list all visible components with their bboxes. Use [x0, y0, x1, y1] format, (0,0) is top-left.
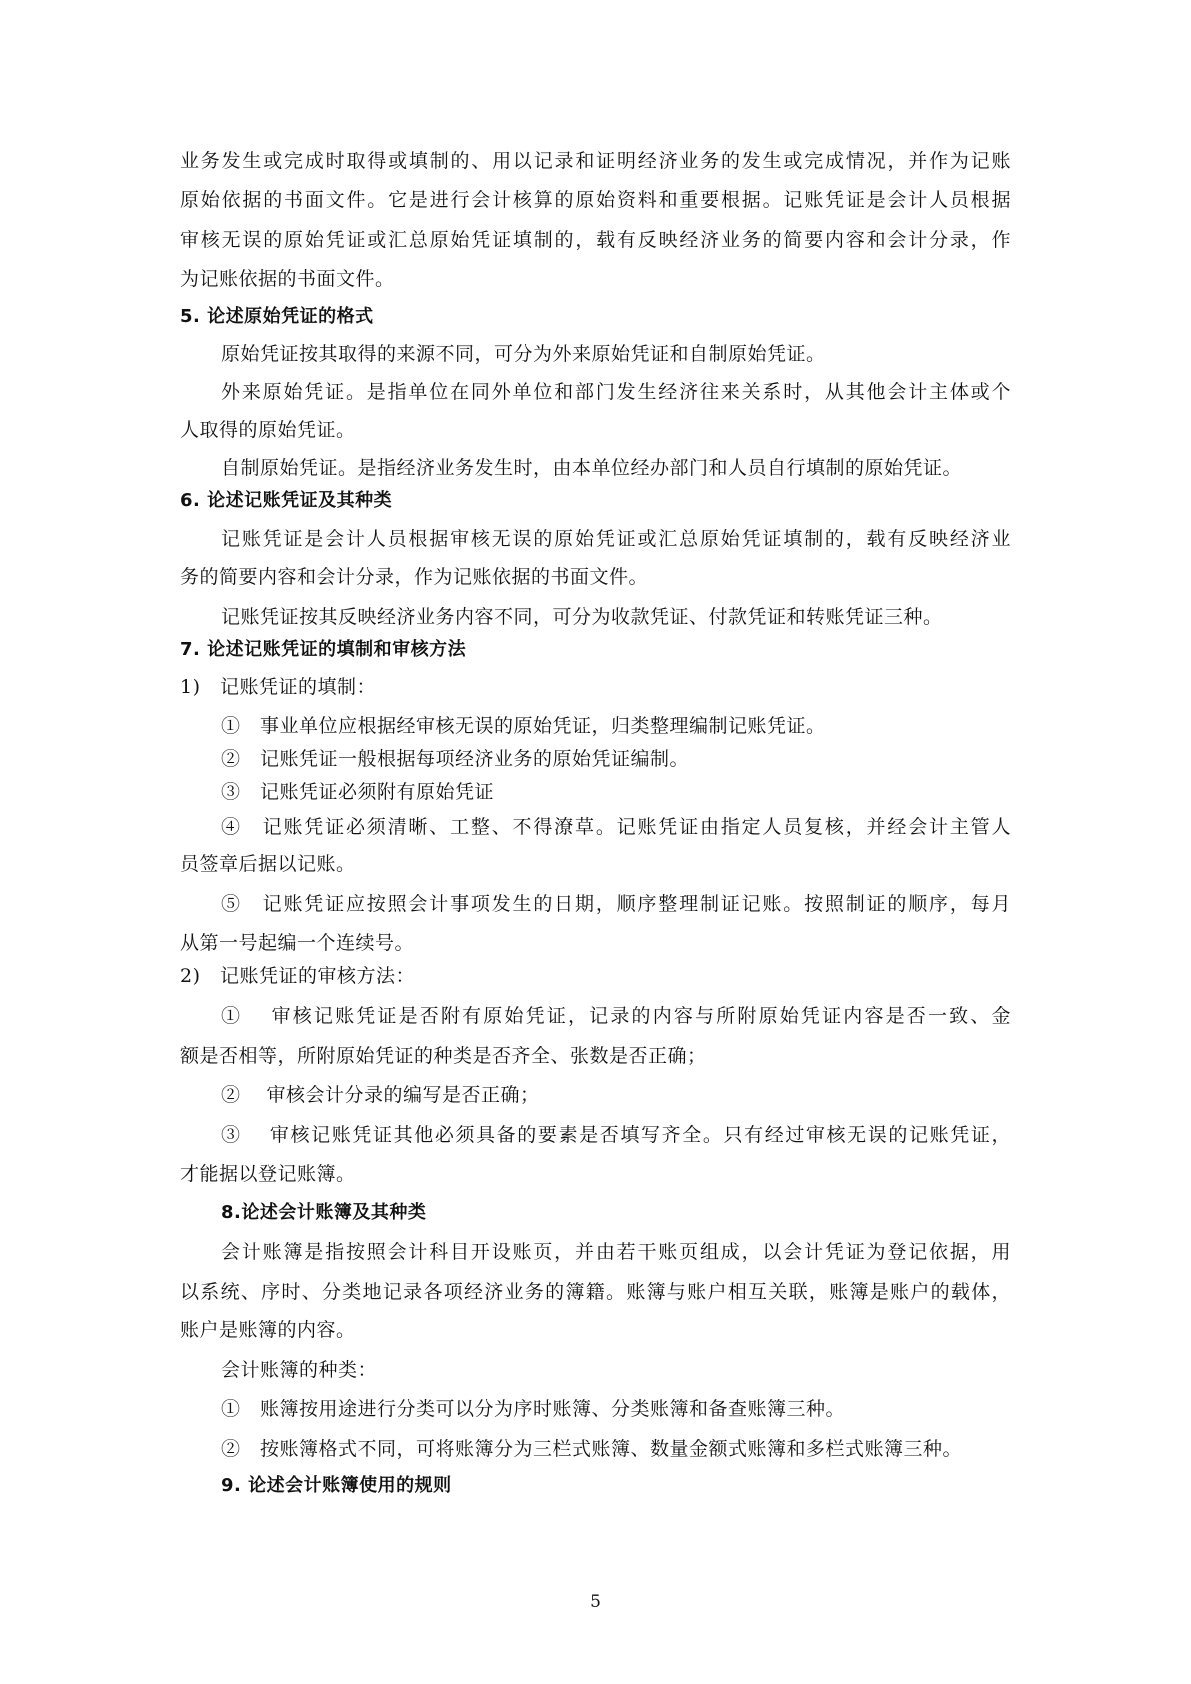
paragraph-line: 审核无误的原始凭证或汇总原始凭证填制的，载有反映经济业务的简要内容和会计分录，作 — [180, 228, 1011, 251]
paragraph-line: 会计账簿的种类： — [221, 1358, 378, 1381]
paragraph-line: 外来原始凭证。是指单位在同外单位和部门发生经济往来关系时，从其他会计主体或个 — [221, 381, 1011, 404]
paragraph-line: 人取得的原始凭证。 — [180, 418, 356, 441]
section-heading: 5. 论述原始凭证的格式 — [180, 306, 374, 328]
list-item: ③ 记账凭证必须附有原始凭证 — [221, 780, 495, 803]
paragraph-line: 员签章后据以记账。 — [180, 853, 356, 876]
paragraph-line: 从第一号起编一个连续号。 — [180, 932, 415, 955]
page-number: 5 — [590, 1592, 601, 1612]
paragraph-line: 会计账簿是指按照会计科目开设账页，并由若干账页组成，以会计凭证为登记依据，用 — [221, 1241, 1011, 1264]
list-item: ④ 记账凭证必须清晰、工整、不得潦草。记账凭证由指定人员复核，并经会计主管人 — [221, 815, 1011, 838]
paragraph-line: 原始凭证按其取得的来源不同，可分为外来原始凭证和自制原始凭证。 — [221, 342, 826, 365]
paragraph-line: 记账凭证按其反映经济业务内容不同，可分为收款凭证、付款凭证和转账凭证三种。 — [221, 605, 943, 628]
paragraph-line: 记账凭证是会计人员根据审核无误的原始凭证或汇总原始凭证填制的，载有反映经济业 — [221, 527, 1011, 550]
list-item: 1) 记账凭证的填制： — [180, 676, 377, 699]
section-heading: 9. 论述会计账簿使用的规则 — [221, 1475, 452, 1497]
list-item: ⑤ 记账凭证应按照会计事项发生的日期，顺序整理制证记账。按照制证的顺序，每月 — [221, 892, 1011, 915]
paragraph-line: 以系统、序时、分类地记录各项经济业务的簿籍。账簿与账户相互关联，账簿是账户的载体， — [180, 1280, 1011, 1303]
list-item: ① 事业单位应根据经审核无误的原始凭证，归类整理编制记账凭证。 — [221, 714, 826, 737]
list-item: ② 按账簿格式不同，可将账簿分为三栏式账簿、数量金额式账簿和多栏式账簿三种。 — [221, 1437, 963, 1460]
section-heading: 7. 论述记账凭证的填制和审核方法 — [180, 638, 467, 660]
section-heading: 6. 论述记账凭证及其种类 — [180, 490, 393, 512]
section-heading: 8.论述会计账簿及其种类 — [221, 1201, 427, 1223]
list-item: ② 记账凭证一般根据每项经济业务的原始凭证编制。 — [221, 747, 690, 770]
list-item: 2) 记账凭证的审核方法： — [180, 964, 416, 987]
paragraph-line: 为记账依据的书面文件。 — [180, 268, 395, 291]
paragraph-line: 才能据以登记账簿。 — [180, 1163, 356, 1186]
paragraph-line: 额是否相等，所附原始凭证的种类是否齐全、张数是否正确； — [180, 1044, 707, 1067]
paragraph-line: 原始依据的书面文件。它是进行会计核算的原始资料和重要根据。记账凭证是会计人员根据 — [180, 189, 1011, 212]
paragraph-line: 业务发生或完成时取得或填制的、用以记录和证明经济业务的发生或完成情况，并作为记账 — [180, 150, 1011, 172]
paragraph-line: 务的简要内容和会计分录，作为记账依据的书面文件。 — [180, 566, 649, 589]
paragraph-line: 账户是账簿的内容。 — [180, 1319, 356, 1342]
list-item: ① 账簿按用途进行分类可以分为序时账簿、分类账簿和备查账簿三种。 — [221, 1398, 846, 1421]
list-item: ① 审核记账凭证是否附有原始凭证，记录的内容与所附原始凭证内容是否一致、金 — [221, 1005, 1011, 1028]
list-item: ② 审核会计分录的编写是否正确； — [221, 1084, 540, 1107]
list-item: ③ 审核记账凭证其他必须具备的要素是否填写齐全。只有经过审核无误的记账凭证， — [221, 1123, 1011, 1146]
paragraph-line: 自制原始凭证。是指经济业务发生时，由本单位经办部门和人员自行填制的原始凭证。 — [221, 457, 963, 480]
